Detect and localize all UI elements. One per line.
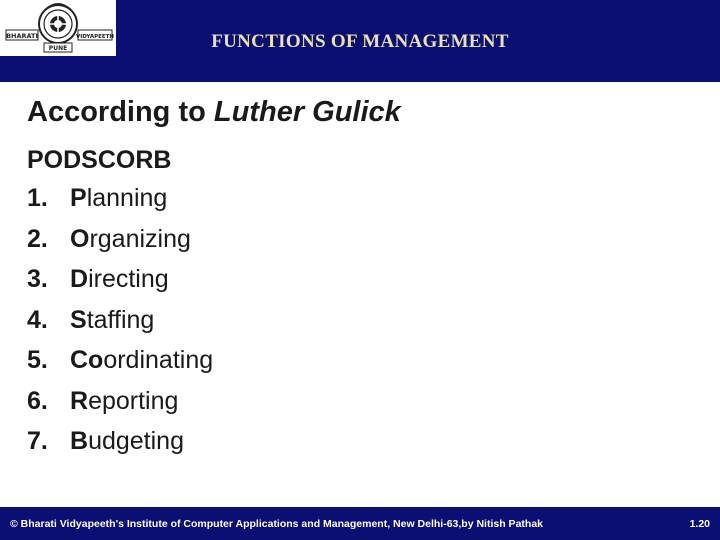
logo-text-bottom: PUNE: [48, 45, 68, 52]
function-item: [27, 342, 213, 383]
slide-subtitle: [27, 96, 401, 129]
function-key-letters: O: [70, 224, 90, 253]
function-key-letters: S: [70, 305, 87, 334]
function-number: 2.: [27, 224, 48, 253]
logo-text-right: VIDYAPEETH: [75, 34, 115, 40]
slide-number: 1.20: [689, 518, 710, 530]
function-key-letters: P: [70, 184, 87, 212]
header-bar: [0, 0, 720, 82]
logo-text-left: BHARATI: [6, 32, 38, 40]
function-name-rest: ordinating: [103, 346, 214, 374]
function-key-letters: B: [70, 427, 89, 455]
function-name-rest: udgeting: [88, 427, 184, 455]
function-item: [27, 383, 213, 424]
function-number: 3.: [27, 265, 48, 293]
function-item: [27, 423, 213, 464]
function-name-rest: eporting: [88, 386, 179, 415]
acronym-heading: PODSCORB: [27, 146, 172, 174]
subtitle-author: Luther Gulick: [213, 96, 401, 128]
function-number: 6.: [27, 386, 48, 415]
function-item: [27, 221, 213, 262]
function-item: [27, 261, 213, 302]
footer-bar: [0, 507, 720, 540]
functions-list: [27, 180, 213, 464]
function-name-rest: rganizing: [89, 224, 191, 253]
function-item: [27, 180, 213, 221]
subtitle-prefix: According to: [27, 96, 214, 128]
function-number: 7.: [27, 427, 48, 455]
function-key-letters: R: [70, 386, 89, 415]
function-key-letters: D: [70, 265, 89, 293]
function-key-letters: Co: [70, 346, 104, 374]
function-number: 1.: [27, 184, 48, 212]
function-number: 4.: [27, 305, 48, 334]
slide-header-title: FUNCTIONS OF MANAGEMENT: [211, 31, 509, 52]
footer-credit: © Bharati Vidyapeeth's Institute of Computer Applications and Management, New Delhi-63,by Nitish Pathak: [10, 518, 543, 530]
function-name-rest: irecting: [88, 265, 169, 293]
function-name-rest: lanning: [86, 184, 168, 212]
function-item: [27, 302, 213, 343]
emblem-icon: [0, 0, 116, 56]
function-name-rest: taffing: [86, 305, 155, 334]
institute-logo: [0, 0, 116, 56]
function-number: 5.: [27, 346, 48, 374]
